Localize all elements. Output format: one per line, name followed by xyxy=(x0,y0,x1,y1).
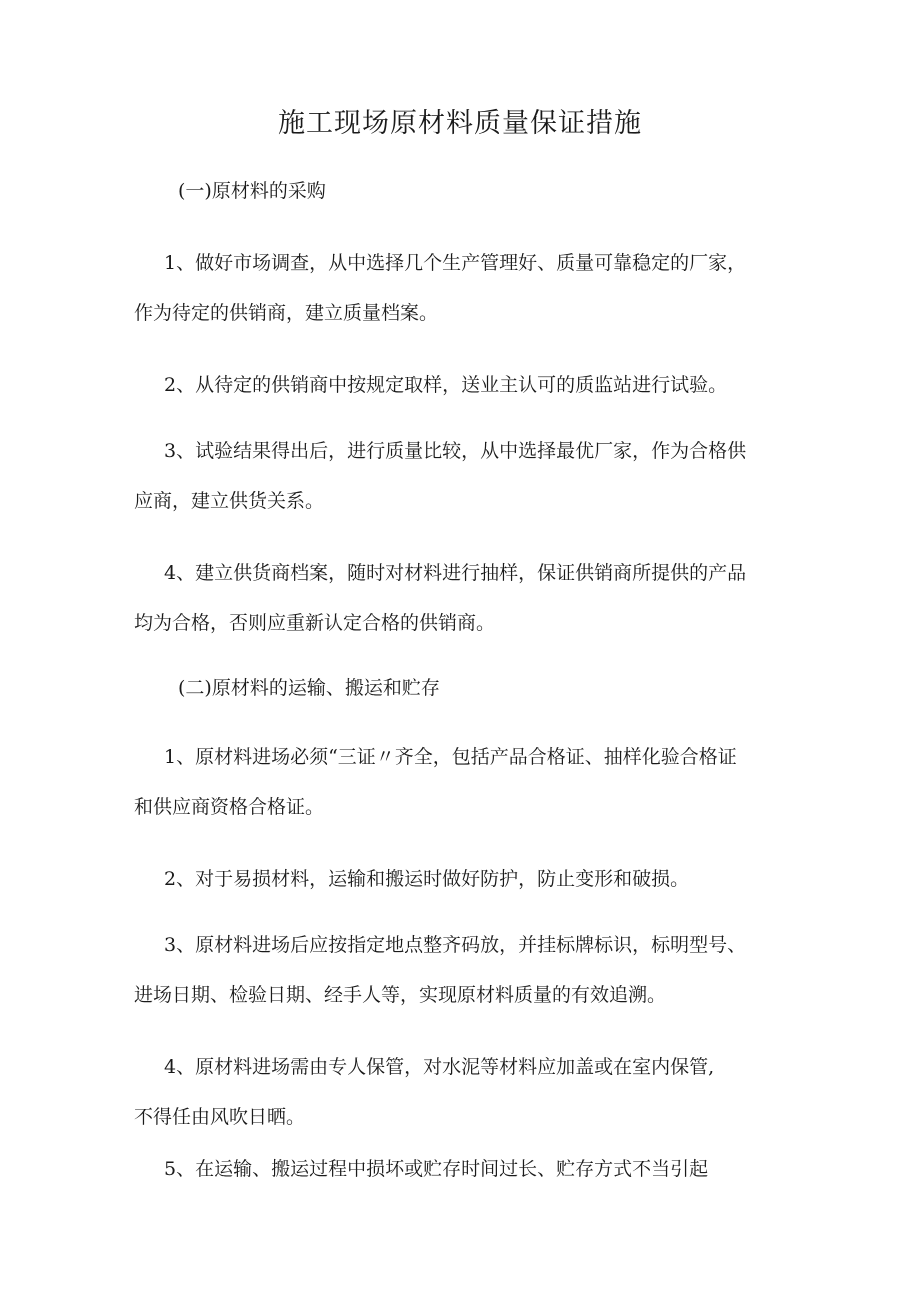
paragraph-transport-3 xyxy=(134,930,794,1010)
paragraph-procurement-2 xyxy=(134,370,794,400)
section-heading-procurement: (一)原材料的采购 xyxy=(178,180,326,202)
paragraph-procurement-1 xyxy=(134,248,794,328)
paragraph-line: 不得任由风吹日晒。 xyxy=(134,1106,306,1128)
paragraph-line: 3、原材料进场后应按指定地点整齐码放，并挂标牌标识，标明型号、 xyxy=(164,934,747,956)
paragraph-line: 1、原材料进场必须“三证〃齐全，包括产品合格证、抽样化验合格证 xyxy=(164,746,737,768)
paragraph-line: 4、原材料进场需由专人保管，对水泥等材料应加盖或在室内保管, xyxy=(164,1056,715,1078)
paragraph-line: 均为合格，否则应重新认定合格的供销商。 xyxy=(134,612,496,634)
paragraph-transport-2 xyxy=(134,864,794,894)
section-heading-transport-storage: (二)原材料的运输、搬运和贮存 xyxy=(178,677,440,699)
paragraph-line: 进场日期、检验日期、经手人等，实现原材料质量的有效追溯。 xyxy=(134,984,667,1006)
paragraph-transport-5 xyxy=(134,1154,794,1184)
paragraph-line: 5、在运输、搬运过程中损坏或贮存时间过长、贮存方式不当引起 xyxy=(164,1158,709,1180)
paragraph-line: 4、建立供货商档案，随时对材料进行抽样，保证供销商所提供的产品 xyxy=(164,562,747,584)
paragraph-procurement-3 xyxy=(134,436,794,516)
paragraph-line: 2、对于易损材料，运输和搬运时做好防护，防止变形和破损。 xyxy=(164,868,690,890)
paragraph-transport-1 xyxy=(134,742,794,822)
paragraph-line: 作为待定的供销商，建立质量档案。 xyxy=(134,302,439,324)
paragraph-line: 2、从待定的供销商中按规定取样，送业主认可的质监站进行试验。 xyxy=(164,374,728,396)
paragraph-line: 3、试验结果得出后，进行质量比较，从中选择最优厂家，作为合格供 xyxy=(164,440,747,462)
paragraph-procurement-4 xyxy=(134,558,794,638)
paragraph-line: 1、做好市场调查，从中选择几个生产管理好、质量可靠稳定的厂家， xyxy=(164,252,747,274)
paragraph-line: 应商，建立供货关系。 xyxy=(134,490,325,512)
paragraph-line: 和供应商资格合格证。 xyxy=(134,796,325,818)
page-title: 施工现场原材料质量保证措施 xyxy=(278,108,642,139)
paragraph-transport-4 xyxy=(134,1052,794,1132)
